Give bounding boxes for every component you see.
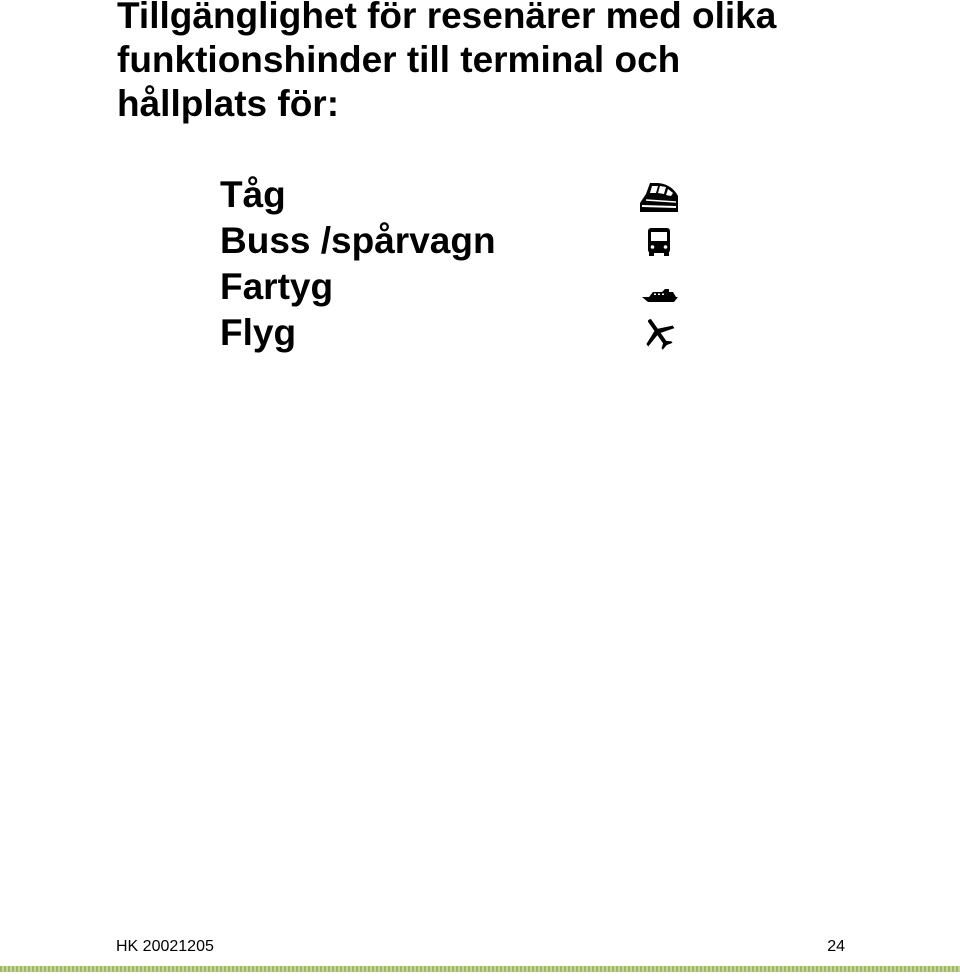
footer-divider: [0, 966, 960, 972]
footer-page-number: 24: [827, 938, 845, 955]
bus-icon: [638, 225, 680, 259]
title-line-1: Tillgänglighet för resenärer med olika: [117, 0, 777, 36]
mode-label-train: Tåg: [220, 174, 286, 215]
title-line-3: hållplats för:: [117, 83, 340, 124]
airplane-icon: [638, 317, 680, 351]
transport-mode-list: [220, 172, 690, 356]
mode-label-bus: Buss /spårvagn: [220, 220, 496, 261]
mode-label-ship: Fartyg: [220, 266, 334, 307]
title-line-2: funktionshinder till terminal och: [117, 39, 681, 80]
ship-icon: [638, 271, 680, 305]
footer-document-code: HK 20021205: [116, 938, 214, 955]
mode-item-bus: [220, 218, 690, 264]
mode-item-ship: [220, 264, 690, 310]
mode-item-train: [220, 172, 690, 218]
train-icon: [638, 179, 680, 213]
mode-item-flight: [220, 310, 690, 356]
mode-label-flight: Flyg: [220, 312, 297, 353]
page-title: [117, 0, 917, 126]
